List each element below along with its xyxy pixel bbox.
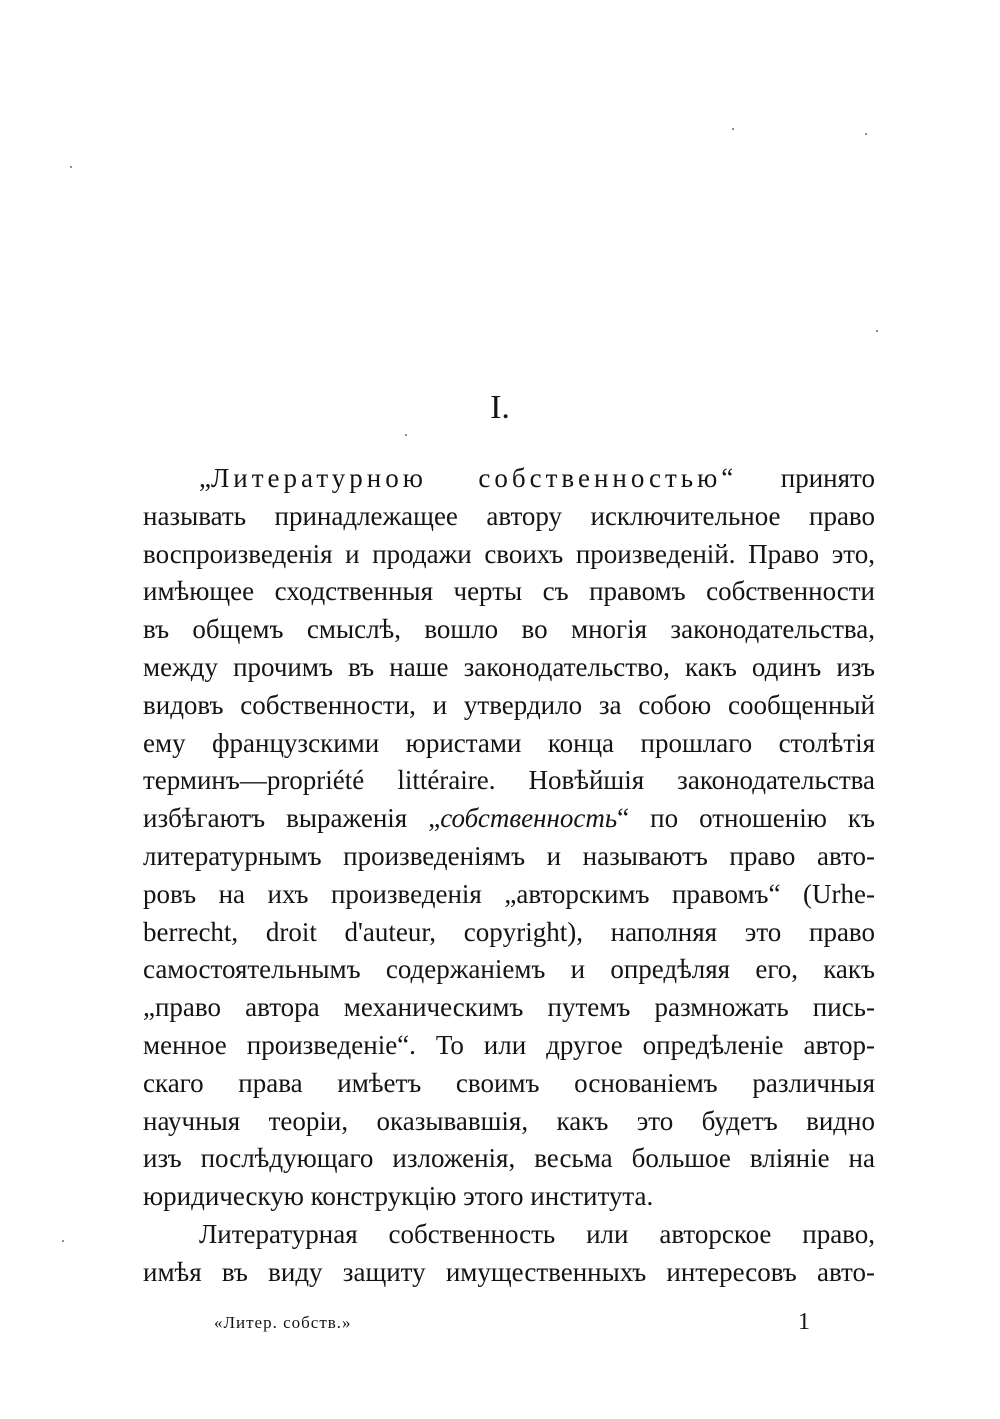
paragraph-line: менное произведеніе“. То или другое опредѣленіе автор- [143,1029,875,1060]
paragraph-line: самостоятельнымъ содержаніемъ и опредѣляя его, какъ [143,954,875,985]
paper-speck [732,128,734,130]
paragraph-line: видовъ собственности, и утвердило за собою сообщенный [143,689,875,720]
paper-speck [62,1240,64,1242]
paragraph-line: избѣгаютъ выраженія „собственность“ по отношенію къ [143,803,875,834]
body-text [143,460,875,1292]
paper-speck [865,133,867,135]
paragraph-line: между прочимъ въ наше законодательство, какъ одинъ изъ [143,651,875,682]
paragraph-line: имѣя въ виду защиту имущественныхъ интересовъ авто- [143,1256,875,1287]
paragraph-line: терминъ—propriété littéraire. Новѣйшія законодательства [143,765,875,796]
paragraph-line: Литературная собственность или авторское право, [199,1218,875,1249]
printer-signature: «Литер. собств.» [214,1313,352,1332]
page-number: 1 [798,1309,810,1335]
paper-speck [876,330,878,332]
paragraph-line: ровъ на ихъ произведенія „авторскимъ правомъ“ (Urhe- [143,878,875,909]
paragraph-line: научныя теоріи, оказывавшія, какъ это будетъ видно [143,1105,875,1136]
paper-speck [70,166,72,168]
paragraph-line: „право автора механическимъ путемъ размножать пись- [143,992,875,1023]
paragraph-line: скаго права имѣетъ своимъ основаніемъ различныя [143,1067,875,1098]
paragraph-line: ему французскими юристами конца прошлаго столѣтія [143,727,875,758]
spaced-term: Литературною собственностью [210,463,722,493]
paper-speck [405,434,407,436]
paragraph-line: въ общемъ смыслѣ, вошло во многія законодательства, [143,614,875,645]
paragraph-line: имѣющее сходственныя черты съ правомъ собственности [143,576,875,607]
paragraph-line: изъ послѣдующаго изложенія, весьма большое вліяніе на [143,1143,875,1174]
chapter-numeral: I. [490,389,510,426]
paragraph-line: „Литературною собственностью“ принято [199,463,875,493]
paragraph-line: berrecht, droit d'auteur, copyright), наполняя это право [143,916,875,947]
paragraph-line: литературнымъ произведеніямъ и называютъ право авто- [143,840,875,871]
italic-term: собственность [440,803,618,834]
paragraph-line: воспроизведенія и продажи своихъ произведеній. Право это, [143,538,875,569]
paragraph-line: юридическую конструкцію этого института. [143,1181,654,1212]
paragraph-line: называть принадлежащее автору исключительное право [143,500,875,531]
